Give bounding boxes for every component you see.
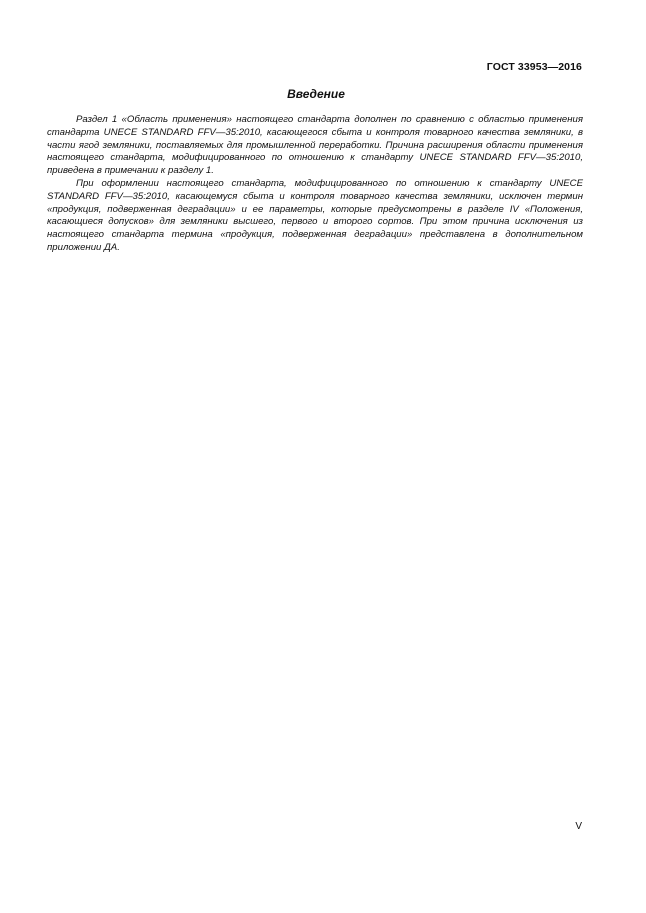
page-number: V <box>575 821 582 832</box>
paragraph: При оформлении настоящего стандарта, модифицированного по отношению к стандарту UNECE STANDARD FFV—35:2010, касающемуся сбыта и контроля товарного качества земляники, исключен термин «продукция, подверженная деградации» и ее параметры, которые предусмотрены в разделе IV «Положения, касающиеся допусков» для земляники высшего, первого и второго сортов. При этом причина исключения из настоящего стандарта термина «продукция, подверженная деградации» представлена в дополнительном приложении ДА. <box>47 177 583 253</box>
paragraph: Раздел 1 «Область применения» настоящего стандарта дополнен по сравнению с областью применения стандарта UNECE STANDARD FFV—35:2010, касающегося сбыта и контроля товарного качества земляники, в части ягод земляники, поставляемых для промышленной переработки. Причина расширения области применения настоящего стандарта, модифицированного по отношению к стандарту UNECE STANDARD FFV—35:2010, приведена в примечании к разделу 1. <box>47 114 583 177</box>
section-title: Введение <box>287 87 345 101</box>
standard-code: ГОСТ 33953—2016 <box>486 61 582 73</box>
section-body <box>47 114 583 255</box>
